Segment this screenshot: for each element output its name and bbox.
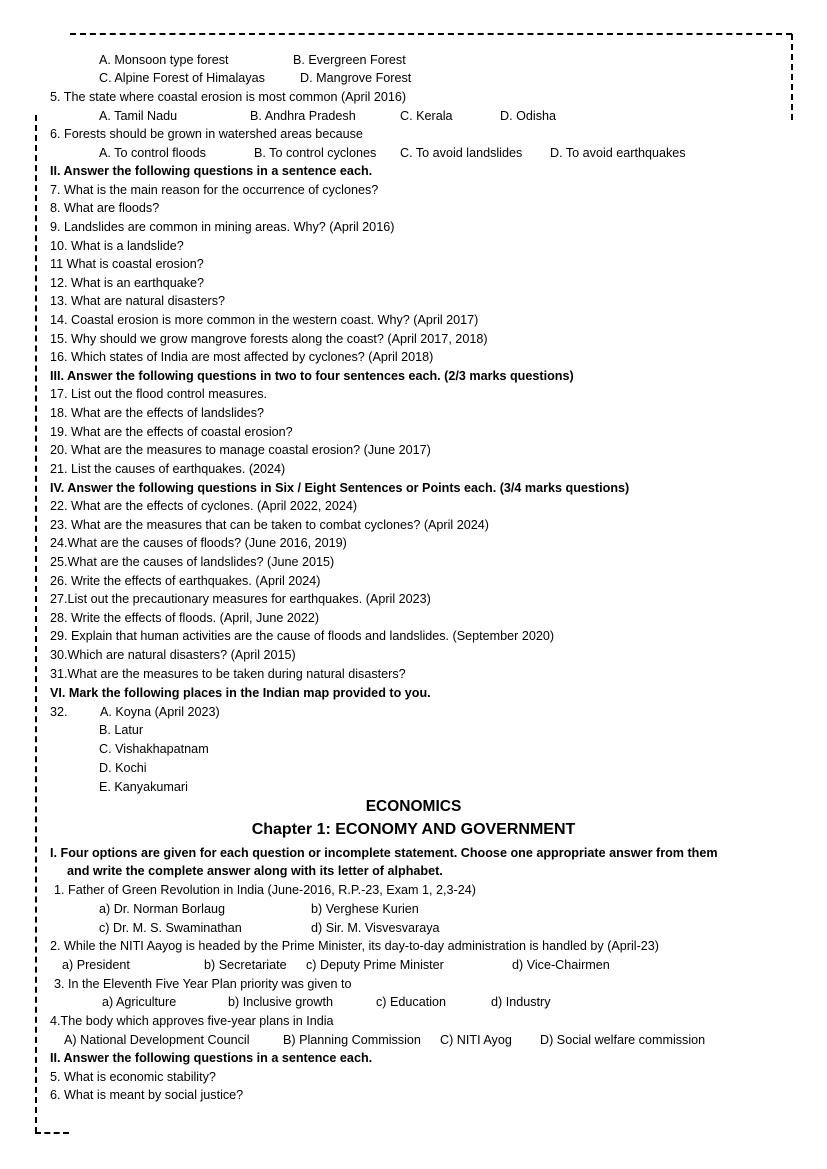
page-border-bottom	[35, 1132, 69, 1134]
map-place: B. Latur	[99, 723, 144, 737]
chapter-title: Chapter 1: ECONOMY AND GOVERNMENT	[251, 821, 576, 838]
option: A) National Development Council	[64, 1033, 250, 1047]
question: 25.What are the causes of landslides? (June 2015)	[50, 555, 335, 569]
question: 3. In the Eleventh Five Year Plan priority was given to	[54, 977, 352, 991]
question: 28. Write the effects of floods. (April, June 2022)	[50, 611, 320, 625]
question: 1. Father of Green Revolution in India (June-2016, R.P.-23, Exam 1, 2,3-24)	[54, 883, 476, 897]
option: A. Tamil Nadu	[99, 109, 178, 123]
map-place: C. Vishakhapatnam	[99, 742, 209, 756]
question: 22. What are the effects of cyclones. (April 2022, 2024)	[50, 499, 358, 513]
question: 13. What are natural disasters?	[50, 294, 226, 308]
option: c) Dr. M. S. Swaminathan	[99, 921, 242, 935]
section-heading: IV. Answer the following questions in Six / Eight Sentences or Points each. (3/4 marks questions)	[50, 481, 630, 495]
option: B. To control cyclones	[254, 146, 377, 160]
section-heading: III. Answer the following questions in two to four sentences each. (2/3 marks questions)	[50, 369, 574, 383]
question: 24.What are the causes of floods? (June 2016, 2019)	[50, 536, 347, 550]
question: 5. What is economic stability?	[50, 1070, 216, 1084]
option: D. Odisha	[500, 109, 556, 123]
question: 2. While the NITI Aayog is headed by the Prime Minister, its day-to-day administration is handled by (April-23)	[50, 939, 659, 953]
question: 26. Write the effects of earthquakes. (April 2024)	[50, 574, 321, 588]
option: A. Monsoon type forest	[99, 53, 229, 67]
option: c) Education	[376, 995, 447, 1009]
section-heading: I. Four options are given for each question or incomplete statement. Choose one appropriate answer from them	[50, 846, 718, 860]
option: C) NITI Ayog	[440, 1033, 512, 1047]
option: a) Dr. Norman Borlaug	[99, 902, 225, 916]
question: 15. Why should we grow mangrove forests along the coast? (April 2017, 2018)	[50, 332, 488, 346]
option: B. Andhra Pradesh	[250, 109, 356, 123]
map-place: E. Kanyakumari	[99, 780, 188, 794]
question: 6. What is meant by social justice?	[50, 1088, 244, 1102]
question: 23. What are the measures that can be taken to combat cyclones? (April 2024)	[50, 518, 489, 532]
section-heading: II. Answer the following questions in a sentence each.	[50, 164, 373, 178]
option: C. Kerala	[400, 109, 453, 123]
option: b) Inclusive growth	[228, 995, 333, 1009]
option: d) Sir. M. Visvesvaraya	[311, 921, 440, 935]
option: a) Agriculture	[102, 995, 177, 1009]
option: D. Mangrove Forest	[300, 71, 412, 85]
question: 16. Which states of India are most affected by cyclones? (April 2018)	[50, 350, 434, 364]
question-number: 32.	[50, 705, 68, 719]
question: 8. What are floods?	[50, 201, 160, 215]
option: B. Evergreen Forest	[293, 53, 406, 67]
question: 27.List out the precautionary measures for earthquakes. (April 2023)	[50, 592, 431, 606]
option: b) Verghese Kurien	[311, 902, 419, 916]
option: c) Deputy Prime Minister	[306, 958, 444, 972]
question: 19. What are the effects of coastal erosion?	[50, 425, 293, 439]
map-place: D. Kochi	[99, 761, 147, 775]
section-heading: II. Answer the following questions in a sentence each.	[50, 1051, 373, 1065]
option: C. To avoid landslides	[400, 146, 523, 160]
question: 6. Forests should be grown in watershed areas because	[50, 127, 363, 141]
question: 7. What is the main reason for the occurrence of cyclones?	[50, 183, 379, 197]
option: d) Industry	[491, 995, 551, 1009]
section-heading: and write the complete answer along with its letter of alphabet.	[67, 864, 443, 878]
map-place: A. Koyna (April 2023)	[100, 705, 220, 719]
option: D) Social welfare commission	[540, 1033, 706, 1047]
option: a) President	[62, 958, 130, 972]
option: D. To avoid earthquakes	[550, 146, 686, 160]
question: 14. Coastal erosion is more common in the western coast. Why? (April 2017)	[50, 313, 479, 327]
option: B) Planning Commission	[283, 1033, 421, 1047]
page-border-left	[35, 115, 37, 1133]
question: 4.The body which approves five-year plans in India	[50, 1014, 334, 1028]
subject-title: ECONOMICS	[365, 798, 462, 815]
option: C. Alpine Forest of Himalayas	[99, 71, 265, 85]
question: 12. What is an earthquake?	[50, 276, 205, 290]
question: 21. List the causes of earthquakes. (2024)	[50, 462, 286, 476]
question: 17. List out the flood control measures.	[50, 387, 268, 401]
page-border-top	[70, 33, 792, 35]
page-border-right	[791, 34, 793, 120]
question: 5. The state where coastal erosion is most common (April 2016)	[50, 90, 407, 104]
section-heading: VI. Mark the following places in the Indian map provided to you.	[50, 686, 431, 700]
option: A. To control floods	[99, 146, 206, 160]
question: 11 What is coastal erosion?	[50, 257, 204, 271]
question: 9. Landslides are common in mining areas. Why? (April 2016)	[50, 220, 395, 234]
question: 31.What are the measures to be taken during natural disasters?	[50, 667, 406, 681]
question: 30.Which are natural disasters? (April 2015)	[50, 648, 296, 662]
question: 18. What are the effects of landslides?	[50, 406, 264, 420]
question: 29. Explain that human activities are the cause of floods and landslides. (September 2020)	[50, 629, 555, 643]
question: 10. What is a landslide?	[50, 239, 184, 253]
option: d) Vice-Chairmen	[512, 958, 610, 972]
question: 20. What are the measures to manage coastal erosion? (June 2017)	[50, 443, 431, 457]
option: b) Secretariate	[204, 958, 287, 972]
